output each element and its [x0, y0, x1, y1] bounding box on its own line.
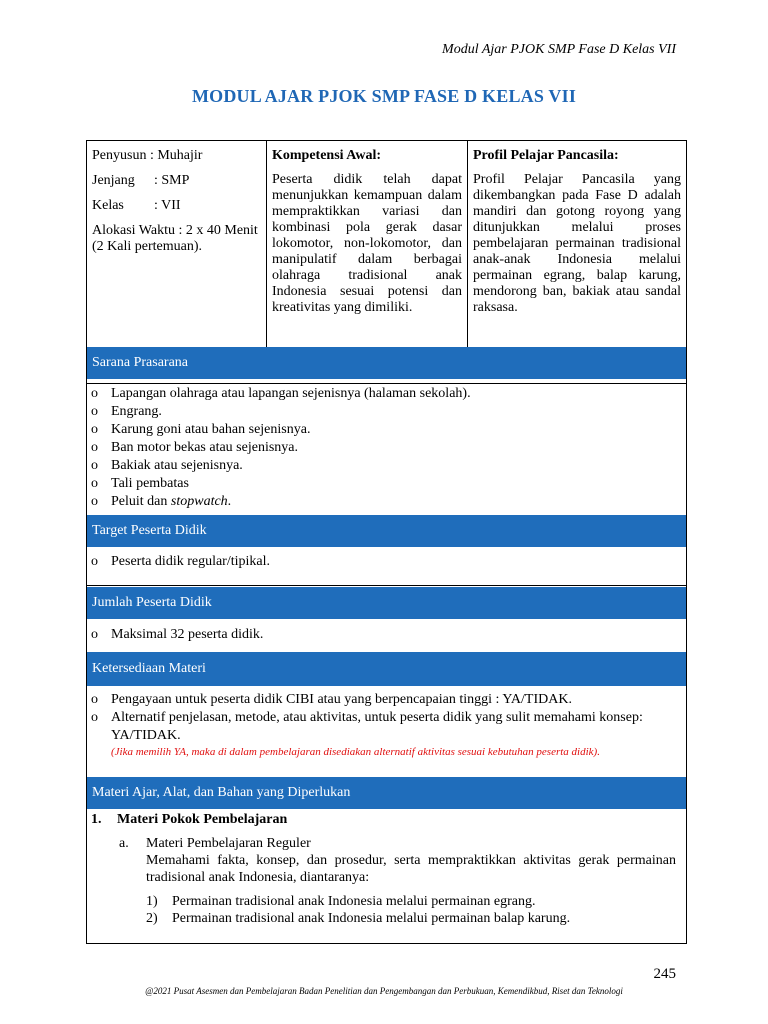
list-item: o Peluit dan stopwatch. — [91, 494, 232, 509]
jenjang-label: Jenjang — [92, 173, 135, 188]
section-target-peserta-didik: Target Peserta Didik — [87, 515, 686, 547]
list-item: o Pengayaan untuk peserta didik CIBI atau yang berpencapaian tinggi : YA/TIDAK. — [91, 692, 572, 707]
list-item: o Karung goni atau bahan sejenisnya. — [91, 422, 311, 437]
list-item: o Lapangan olahraga atau lapangan sejenisnya (halaman sekolah). — [91, 386, 471, 401]
jenjang — [92, 173, 261, 189]
list-item: o Tali pembatas — [91, 476, 189, 491]
page-number: 245 — [653, 966, 676, 982]
section-materi-ajar: Materi Ajar, Alat, dan Bahan yang Diperlukan — [87, 777, 686, 809]
materi-sub-text: Memahami fakta, konsep, dan prosedur, serta mempraktikkan aktivitas gerak permainan tradisional anak Indonesia, diantaranya: — [146, 853, 676, 885]
materi-sub-title: Materi Pembelajaran Reguler — [146, 836, 311, 851]
ketersediaan-note: (Jika memilih YA, maka di dalam pembelajaran disediakan alternatif aktivitas sesuai kebutuhan peserta didik). — [111, 746, 600, 758]
kompetensi-text: Peserta didik telah dapat menunjukkan kemampuan dalam mempraktikkan variasi dan kombinasi pola gerak dasar lokomotor, non-lokomotor, dan manipulatif dalam berbagai olahraga tradisional anak Indonesia sesuai potensi dan kreativitas yang dimiliki. — [272, 172, 462, 315]
bullet-icon: o — [91, 710, 98, 725]
section-jumlah-peserta-didik: Jumlah Peserta Didik — [87, 587, 686, 619]
bullet-icon: o — [91, 440, 98, 455]
bullet-icon: o — [91, 386, 98, 401]
identity-row — [87, 141, 686, 347]
kelas — [92, 198, 261, 214]
running-header: Modul Ajar PJOK SMP Fase D Kelas VII — [442, 42, 676, 57]
alokasi-waktu: Alokasi Waktu : 2 x 40 Menit (2 Kali pertemuan). — [92, 223, 258, 254]
profil-heading: Profil Pelajar Pancasila: — [473, 148, 619, 163]
bullet-icon: o — [91, 554, 98, 569]
jenjang-value: : SMP — [154, 173, 190, 188]
kompetensi-cell — [267, 141, 468, 347]
profil-text: Profil Pelajar Pancasila yang dikembangkan pada Fase D adalah mandiri dan gotong royong yang ditunjukkan melalui proses pembelajaran permainan tradisional anak-anak Indonesia melalui permainan egrang, balap karung, mendorong ban, bakiak atau sandal raksasa. — [473, 172, 681, 315]
materi-sub-letter: a. — [119, 836, 129, 851]
list-item: o Bakiak atau sejenisnya. — [91, 458, 243, 473]
bullet-icon: o — [91, 627, 98, 642]
stopwatch-text: stopwatch — [170, 494, 228, 509]
materi-sub — [87, 835, 686, 927]
list-item: o Engrang. — [91, 404, 162, 419]
jumlah-list — [87, 626, 686, 644]
bullet-icon: o — [91, 422, 98, 437]
target-list — [87, 553, 686, 571]
materi-content — [87, 809, 686, 927]
materi-heading-number: 1. — [91, 812, 102, 827]
list-item: 2) Permainan tradisional anak Indonesia melalui permainan balap karung. — [146, 911, 571, 926]
penyusun: Penyusun : Muhajir — [92, 148, 203, 163]
divider — [87, 585, 686, 586]
section-ketersediaan-materi: Ketersediaan Materi — [87, 652, 686, 686]
identity-cell — [87, 141, 267, 347]
document-title: MODUL AJAR PJOK SMP FASE D KELAS VII — [191, 86, 577, 106]
kompetensi-heading: Kompetensi Awal: — [272, 148, 382, 163]
section-sarana-prasarana: Sarana Prasarana — [87, 347, 686, 379]
bullet-icon: o — [91, 692, 98, 707]
list-item: 1) Permainan tradisional anak Indonesia melalui permainan egrang. — [146, 894, 536, 909]
list-item: o Peserta didik regular/tipikal. — [91, 554, 271, 569]
bullet-icon: o — [91, 404, 98, 419]
list-item: o Alternatif penjelasan, metode, atau aktivitas, untuk peserta didik yang sulit memahami konsep: YA/TIDAK. — [91, 710, 643, 743]
kelas-label: Kelas — [92, 198, 124, 213]
list-item: o Maksimal 32 peserta didik. — [91, 627, 264, 642]
bullet-icon: o — [91, 476, 98, 491]
profil-cell — [468, 141, 686, 347]
ketersediaan-list — [87, 691, 686, 759]
sarana-list — [87, 385, 686, 511]
module-table — [86, 140, 687, 944]
divider — [87, 383, 686, 384]
materi-heading: 1. Materi Pokok Pembelajaran — [91, 812, 288, 827]
bullet-icon: o — [91, 494, 98, 509]
footer-copyright: @2021 Pusat Asesmen dan Pembelajaran Badan Penelitian dan Pengembangan dan Perbukuan, Kemendikbud, Riset dan Teknologi — [145, 986, 623, 996]
list-item: o Ban motor bekas atau sejenisnya. — [91, 440, 299, 455]
kelas-value: : VII — [154, 198, 181, 213]
bullet-icon: o — [91, 458, 98, 473]
